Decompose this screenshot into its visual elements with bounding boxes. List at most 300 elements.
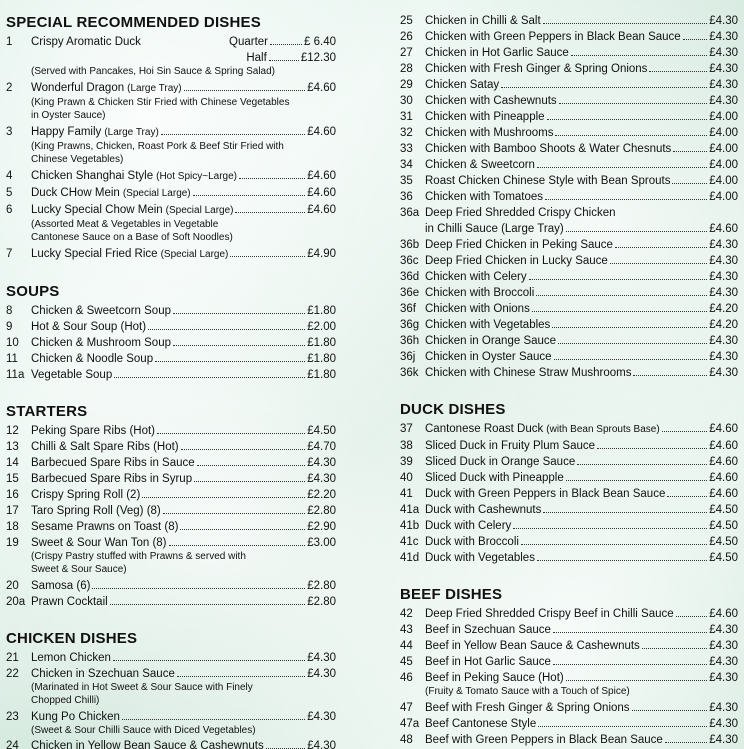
item-name: Chicken & Noodle Soup: [31, 352, 154, 365]
item-name: Lucky Special Chow Mein: [31, 203, 163, 216]
leader-dots: [92, 578, 305, 589]
item-name: Chicken with Pineapple: [425, 111, 545, 123]
item-number: 48: [400, 733, 413, 746]
variant-price: £12.30: [300, 52, 336, 64]
leader-dots: [597, 438, 707, 449]
menu-item-5: [6, 185, 336, 202]
item-line: [425, 421, 738, 438]
item-line: [31, 335, 336, 351]
leader-dots: [566, 470, 708, 481]
item-line: [425, 550, 738, 566]
item-line: [425, 470, 738, 486]
item-price: £4.30: [709, 624, 738, 636]
item-price: £4.50: [709, 536, 738, 548]
variant-price: £ 6.40: [304, 36, 336, 48]
item-number: 41b: [400, 520, 420, 532]
item-name: Happy Family: [31, 125, 102, 138]
item-name: Lemon Chicken: [31, 651, 111, 664]
menu-item-29: [400, 77, 738, 93]
leader-dots: [113, 650, 305, 661]
menu-item-26: [400, 29, 738, 45]
item-price: £4.90: [307, 247, 336, 260]
menu-item-40: [400, 470, 738, 486]
leader-dots: [529, 269, 708, 280]
leader-dots: [615, 237, 707, 248]
menu-item-14: [6, 455, 336, 471]
item-number: 10: [6, 336, 19, 349]
item-number: 12: [6, 424, 19, 437]
item-name: Sliced Duck in Fruity Plum Sauce: [425, 440, 596, 452]
item-price: £4.30: [709, 47, 738, 59]
leader-dots: [538, 716, 707, 727]
item-line: [425, 518, 738, 534]
item-line: [31, 185, 336, 202]
item-name: Crispy Spring Roll (2): [31, 488, 141, 501]
item-line: [31, 124, 336, 141]
item-name: Vegetable Soup: [31, 368, 113, 381]
item-number: 1: [6, 36, 13, 48]
item-price: £4.60: [709, 456, 738, 468]
item-number: 13: [6, 440, 19, 453]
leader-dots: [662, 421, 708, 432]
menu-item-46: [400, 670, 738, 700]
item-description: (Fruity & Tomato Sauce with a Touch of Spice): [425, 686, 630, 697]
item-description: (Assorted Meat & Vegetables in Vegetable: [31, 218, 219, 230]
item-price: £4.60: [307, 169, 336, 182]
menu-item-36j: [400, 349, 738, 365]
item-price: £1.80: [307, 304, 336, 317]
item-number: 34: [400, 159, 413, 171]
menu-item-4: [6, 168, 336, 185]
leader-dots: [553, 622, 707, 633]
menu-item-36c: [400, 253, 738, 269]
menu-item-17: [6, 503, 336, 519]
item-line: [425, 77, 738, 93]
item-price: £4.60: [307, 81, 336, 94]
item-number: 39: [400, 456, 413, 468]
item-name: Duck with Broccoli: [425, 536, 519, 548]
item-name: Chicken with Celery: [425, 271, 527, 283]
leader-dots: [545, 189, 707, 200]
item-name: Chicken with Tomatoes: [425, 191, 544, 203]
item-line: [31, 738, 336, 749]
menu-item-33: [400, 141, 738, 157]
item-number: 18: [6, 520, 19, 533]
menu-item-21: [6, 650, 336, 666]
menu-item-41: [400, 486, 738, 502]
item-name: Beef in Szechuan Sauce: [425, 624, 551, 636]
item-line: [425, 670, 738, 686]
menu-item-38: [400, 438, 738, 454]
item-name: Chicken with Chinese Straw Mushrooms: [425, 367, 632, 379]
item-price: £4.30: [709, 656, 738, 668]
leader-dots: [266, 738, 306, 749]
item-price: £4.30: [709, 15, 738, 27]
item-number: 26: [400, 31, 413, 43]
leader-dots: [155, 351, 305, 362]
item-line: [31, 80, 336, 97]
leader-dots: [193, 185, 306, 196]
menu-item-27: [400, 45, 738, 61]
menu-item-39: [400, 454, 738, 470]
leader-dots: [173, 335, 305, 346]
item-price: £4.00: [709, 191, 738, 203]
item-line: [31, 666, 336, 682]
item-name: Chicken in Oyster Sauce: [425, 351, 552, 363]
item-price: £4.30: [709, 255, 738, 267]
item-name: Barbecued Spare Ribs in Sauce: [31, 456, 195, 469]
leader-dots: [122, 709, 305, 720]
item-name: Chicken with Green Peppers in Black Bean Sauce: [425, 31, 681, 43]
leader-dots: [543, 13, 708, 24]
item-number: 36j: [400, 351, 416, 363]
item-name: Deep Fried Chicken in Lucky Sauce: [425, 255, 608, 267]
menu-item-36d: [400, 269, 738, 285]
item-name: Chicken in Chilli & Salt: [425, 15, 541, 27]
variant-dots: [269, 50, 299, 61]
item-number: 37: [400, 423, 413, 435]
item-price: £4.60: [709, 223, 738, 235]
menu-item-24: [6, 738, 336, 749]
item-line: [425, 534, 738, 550]
item-line: [31, 439, 336, 455]
variant-dots: [270, 34, 302, 45]
item-name: Chicken with Bamboo Shoots & Water Chesnuts: [425, 143, 672, 155]
menu-item-25: [400, 13, 738, 29]
leader-dots: [633, 365, 707, 376]
item-number: 29: [400, 79, 413, 91]
item-number: 15: [6, 472, 19, 485]
menu-item-7: [6, 246, 336, 263]
leader-dots: [532, 301, 707, 312]
item-price: £4.30: [709, 367, 738, 379]
item-number: 38: [400, 440, 413, 452]
item-name: Chicken with Fresh Ginger & Spring Onions: [425, 63, 648, 75]
item-price: £2.80: [307, 504, 336, 517]
item-name: Duck CHow Mein: [31, 186, 120, 199]
item-number: 36e: [400, 287, 420, 299]
item-price: £4.70: [307, 440, 336, 453]
item-number: 11a: [6, 368, 25, 381]
item-price: £1.80: [307, 368, 336, 381]
item-name: Chicken in Orange Sauce: [425, 335, 557, 347]
item-name: Cantonese Roast Duck: [425, 423, 544, 435]
menu-item-34: [400, 157, 738, 173]
item-price: £4.50: [709, 552, 738, 564]
item-line: [425, 45, 738, 61]
item-line: [425, 285, 738, 301]
item-price: £4.30: [709, 672, 738, 684]
item-number: 41c: [400, 536, 419, 548]
item-name: Hot & Sour Soup (Hot): [31, 320, 147, 333]
item-number: 45: [400, 656, 413, 668]
menu-item-47: [400, 700, 738, 716]
item-price: £4.30: [307, 710, 336, 723]
leader-dots: [536, 285, 707, 296]
leader-dots: [161, 124, 305, 135]
menu-item-10: [6, 335, 336, 351]
item-price: £4.60: [709, 423, 738, 435]
item-line: [425, 654, 738, 670]
variant-label: Half: [246, 52, 267, 64]
item-number: 41: [400, 488, 413, 500]
item-name: Beef with Green Peppers in Black Bean Sauce: [425, 733, 663, 746]
menu-item-47a: [400, 716, 738, 732]
item-price: £4.00: [709, 127, 738, 139]
item-number: 22: [6, 667, 19, 680]
item-price: £4.30: [709, 640, 738, 652]
item-line: [31, 503, 336, 519]
item-number: 43: [400, 624, 413, 636]
section-title-soups: SOUPS: [6, 282, 60, 300]
item-line: [31, 519, 336, 535]
menu-item-30: [400, 93, 738, 109]
item-note: (with Bean Sprouts Base): [546, 424, 660, 435]
item-description: in Oyster Sauce): [31, 110, 106, 121]
menu-item-6: [6, 202, 336, 246]
item-note: (Special Large): [160, 248, 229, 260]
item-name: Beef in Peking Sauce (Hot): [425, 672, 564, 684]
item-price: £4.60: [307, 186, 336, 199]
item-name: Chicken & Sweetcorn Soup: [31, 304, 171, 317]
item-price: £4.60: [307, 125, 336, 138]
item-price: £3.00: [307, 536, 336, 549]
item-name-cont: in Chilli Sauce (Large Tray): [425, 223, 564, 235]
item-name: Chicken in Szechuan Sauce: [31, 667, 175, 680]
item-line: [31, 303, 336, 319]
leader-dots: [521, 534, 707, 545]
section-title-special-recommended-dishes: SPECIAL RECOMMENDED DISHES: [6, 14, 261, 31]
item-price: £4.00: [709, 111, 738, 123]
menu-item-37: [400, 421, 738, 438]
item-number: 5: [6, 186, 13, 199]
item-number: 36f: [400, 303, 416, 315]
item-line: [425, 29, 738, 45]
item-name: Chicken in Yellow Bean Sauce & Cashewnuts: [31, 740, 264, 749]
item-line: [425, 622, 738, 638]
leader-dots: [558, 333, 707, 344]
item-name: Chicken & Mushroom Soup: [31, 336, 171, 349]
item-number: 35: [400, 175, 413, 187]
leader-dots: [577, 454, 707, 465]
leader-dots: [566, 221, 708, 232]
menu-item-16: [6, 487, 336, 503]
item-name: Wonderful Dragon: [31, 81, 125, 94]
item-number: 28: [400, 63, 413, 75]
item-line: [425, 317, 738, 333]
menu-item-20: [6, 578, 336, 594]
leader-dots: [163, 503, 305, 514]
leader-dots: [157, 423, 305, 434]
item-line: [31, 455, 336, 471]
item-price: £4.30: [709, 701, 738, 714]
leader-dots: [632, 700, 708, 711]
item-number: 41d: [400, 552, 420, 564]
menu-item-2: [6, 80, 336, 124]
item-description: (King Prawn & Chicken Stir Fried with Chinese Vegetables: [31, 96, 290, 108]
item-number: 41a: [400, 504, 420, 516]
item-line: [31, 594, 336, 610]
item-price: £4.60: [709, 488, 738, 500]
item-name: Deep Fried Shredded Crispy Chicken: [425, 207, 616, 219]
leader-dots: [110, 594, 306, 605]
item-number: 14: [6, 456, 19, 469]
item-line: [425, 253, 738, 269]
item-name: Duck with Green Peppers in Black Bean Sauce: [425, 488, 666, 500]
item-number: 47a: [400, 717, 420, 730]
item-number: 40: [400, 472, 413, 484]
menu-item-44: [400, 638, 738, 654]
item-name: Chilli & Salt Spare Ribs (Hot): [31, 440, 179, 453]
leader-dots: [180, 519, 305, 530]
section-title-chicken-dishes: CHICKEN DISHES: [6, 629, 138, 647]
item-number: 44: [400, 640, 413, 652]
variant-label: Quarter: [229, 36, 269, 48]
menu-column-left: [6, 0, 336, 749]
item-line: [425, 13, 738, 29]
item-name: Chicken with Vegetables: [425, 319, 551, 331]
item-price: £4.30: [709, 95, 738, 107]
menu-item-48: [400, 732, 738, 748]
item-description: Chinese Vegetables): [31, 154, 124, 165]
item-price: £4.30: [307, 472, 336, 485]
item-description: Cantonese Sauce on a Base of Soft Noodles): [31, 232, 233, 243]
item-price: £4.20: [709, 303, 738, 315]
item-line: [31, 423, 336, 439]
leader-dots: [672, 173, 707, 184]
item-price: £1.80: [307, 352, 336, 365]
item-line: [31, 351, 336, 367]
item-line: [31, 578, 336, 594]
item-price: £1.80: [307, 336, 336, 349]
item-line: [425, 237, 738, 253]
item-number: 11: [6, 352, 18, 365]
menu-item-32: [400, 125, 738, 141]
item-price: £4.30: [709, 733, 738, 746]
item-note: (Special Large): [122, 187, 191, 199]
item-price: £4.00: [709, 143, 738, 155]
leader-dots: [230, 246, 305, 257]
leader-dots: [181, 439, 306, 450]
item-price: £2.90: [307, 520, 336, 533]
menu-item-36a: [400, 205, 738, 237]
item-price: £4.30: [709, 335, 738, 347]
item-number: 42: [400, 608, 413, 620]
item-number: 36k: [400, 367, 419, 379]
item-note: (Large Tray): [127, 82, 182, 94]
item-name: Duck with Vegetables: [425, 552, 535, 564]
item-number: 25: [400, 15, 413, 27]
item-line: [425, 173, 738, 189]
item-number: 9: [6, 320, 13, 333]
menu-item-41b: [400, 518, 738, 534]
item-line: [31, 367, 336, 383]
item-line: [425, 700, 738, 716]
item-line: [425, 333, 738, 349]
leader-dots: [566, 670, 708, 681]
item-line: [31, 535, 336, 551]
item-line: [425, 349, 738, 365]
item-price: £4.20: [709, 319, 738, 331]
item-variant: [31, 50, 336, 66]
menu-item-11: [6, 351, 336, 367]
menu-item-9: [6, 319, 336, 335]
menu-item-31: [400, 109, 738, 125]
leader-dots: [543, 502, 707, 513]
item-description: Chopped Chilli): [31, 695, 100, 706]
menu-item-45: [400, 654, 738, 670]
leader-dots: [513, 518, 707, 529]
menu-item-11a: [6, 367, 336, 383]
item-price: £4.00: [709, 159, 738, 171]
item-name: Roast Chicken Chinese Style with Bean Sprouts: [425, 175, 671, 187]
item-price: £4.60: [307, 203, 336, 216]
item-line: [425, 716, 738, 732]
leader-dots: [148, 319, 305, 330]
menu-item-42: [400, 606, 738, 622]
item-number: 19: [6, 536, 19, 549]
leader-dots: [554, 349, 708, 360]
leader-dots: [537, 550, 707, 561]
leader-dots: [665, 732, 707, 743]
menu-item-20a: [6, 594, 336, 610]
menu-item-8: [6, 303, 336, 319]
item-name: Sweet & Sour Wan Ton (8): [31, 536, 167, 549]
item-description: Sweet & Sour Sauce): [31, 564, 127, 575]
item-line: [31, 471, 336, 487]
item-line-2: [425, 221, 738, 237]
item-number: 23: [6, 710, 19, 723]
leader-dots: [177, 666, 305, 677]
item-description: (Marinated in Hot Sweet & Sour Sauce with Finely: [31, 681, 253, 693]
item-price: £4.30: [709, 717, 738, 730]
item-name: Samosa (6): [31, 579, 91, 592]
item-description: (King Prawns, Chicken, Roast Pork & Beef Stir Fried with: [31, 140, 284, 152]
item-name: Deep Fried Shredded Crispy Beef in Chilli Sauce: [425, 608, 674, 620]
menu-item-36: [400, 189, 738, 205]
item-number: 8: [6, 304, 13, 317]
leader-dots: [239, 168, 305, 179]
item-description: (Sweet & Sour Chilli Sauce with Diced Vegetables): [31, 724, 256, 736]
item-line: [425, 141, 738, 157]
item-number: 2: [6, 81, 13, 94]
item-line: [425, 638, 738, 654]
item-price: £4.30: [709, 79, 738, 91]
item-note: (Special Large): [165, 204, 234, 216]
menu-item-28: [400, 61, 738, 77]
item-number: 46: [400, 672, 413, 684]
menu-item-41c: [400, 534, 738, 550]
menu-item-22: [6, 666, 336, 709]
leader-dots: [235, 202, 305, 213]
item-name: Chicken with Mushrooms: [425, 127, 554, 139]
item-line: [425, 732, 738, 748]
item-price: £4.60: [709, 440, 738, 452]
item-price: £4.30: [709, 31, 738, 43]
menu-item-35: [400, 173, 738, 189]
item-price: £2.00: [307, 320, 336, 333]
item-line: [425, 454, 738, 470]
item-name: Beef in Yellow Bean Sauce & Cashewnuts: [425, 640, 640, 652]
item-line: [425, 438, 738, 454]
leader-dots: [676, 606, 708, 617]
item-line: [31, 487, 336, 503]
menu-item-36e: [400, 285, 738, 301]
item-line: [425, 606, 738, 622]
item-line: [425, 189, 738, 205]
item-price: £4.30: [709, 351, 738, 363]
menu-item-15: [6, 471, 336, 487]
